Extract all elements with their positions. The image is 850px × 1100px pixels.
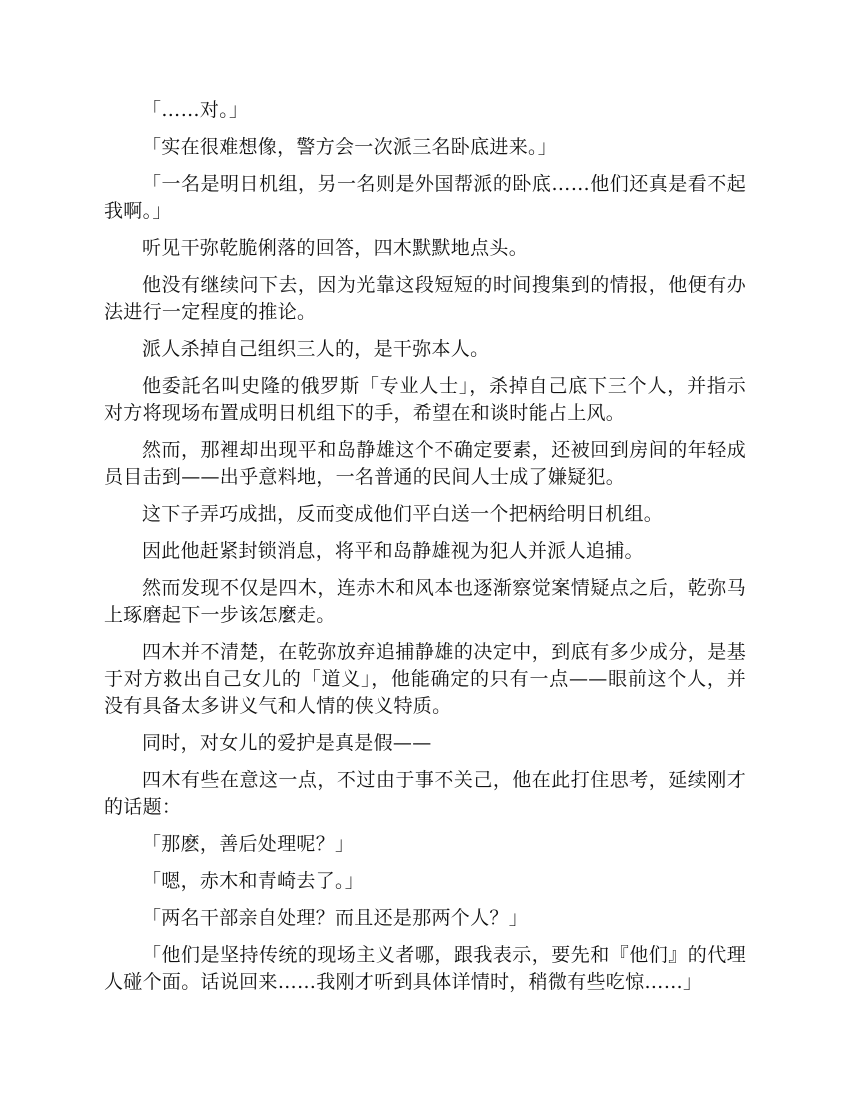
paragraph: 然而发现不仅是四木，连赤木和风本也逐渐察觉案情疑点之后，乾弥马上琢磨起下一步该怎麼走。 <box>104 577 746 626</box>
paragraph: 这下子弄巧成拙，反而变成他们平白送一个把柄给明日机组。 <box>142 503 664 525</box>
paragraph: 「他们是坚持传统的现场主义者哪，跟我表示，要先和『他们』的代理人碰个面。话说回来……我刚才听到具体详情时，稍微有些吃惊……」 <box>104 944 746 993</box>
paragraph: 同时，对女儿的爱护是真是假—— <box>142 732 432 754</box>
paragraph: 他没有继续问下去，因为光靠这段短短的时间搜集到的情报，他便有办法进行一定程度的推论。 <box>104 274 746 323</box>
paragraph: 「那麽，善后处理呢？」 <box>142 833 355 855</box>
paragraph: 听见干弥乾脆俐落的回答，四木默默地点头。 <box>142 237 529 259</box>
paragraph: 「两名干部亲自处理？而且还是那两个人？」 <box>142 907 529 929</box>
paragraph: 「……对。」 <box>142 99 249 121</box>
paragraph: 因此他赶紧封锁消息，将平和岛静雄视为犯人并派人追捕。 <box>142 540 644 562</box>
paragraph: 他委託名叫史隆的俄罗斯「专业人士」，杀掉自己底下三个人，并指示对方将现场布置成明日机组下的手，希望在和谈时能占上风。 <box>104 375 746 424</box>
paragraph: 「嗯，赤木和青崎去了。」 <box>142 870 365 892</box>
paragraph: 然而，那裡却出现平和岛静雄这个不确定要素，还被回到房间的年轻成员目击到——出乎意料地，一名普通的民间人士成了嫌疑犯。 <box>104 439 746 488</box>
paragraph: 「一名是明日机组，另一名则是外国帮派的卧底……他们还真是看不起我啊。」 <box>104 173 746 222</box>
paragraph: 四木有些在意这一点，不过由于事不关己，他在此打住思考，延续刚才的话题： <box>104 769 746 818</box>
paragraph: 四木并不清楚，在乾弥放弃追捕静雄的决定中，到底有多少成分，是基于对方救出自己女儿的「道义」，他能确定的只有一点——眼前这个人，并没有具备太多讲义气和人情的侠义特质。 <box>104 641 746 717</box>
document-page <box>104 97 746 1006</box>
paragraph: 「实在很难想像，警方会一次派三名卧底进来。」 <box>142 136 558 158</box>
paragraph: 派人杀掉自己组织三人的，是干弥本人。 <box>142 338 490 360</box>
